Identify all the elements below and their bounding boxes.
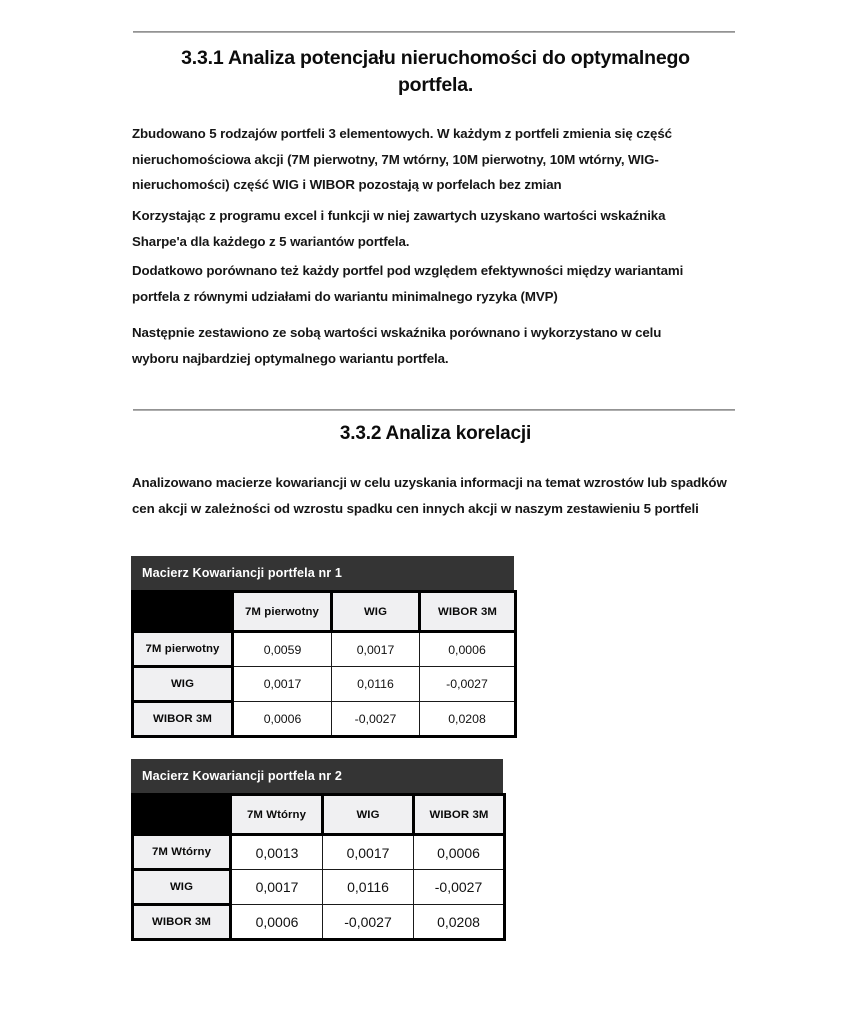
table-header-row bbox=[133, 795, 505, 835]
table-2-cell-1-2: -0,0027 bbox=[414, 870, 505, 905]
table-2-grid bbox=[131, 793, 506, 941]
table-row bbox=[133, 870, 505, 905]
table-1-row-header-2: WIBOR 3M bbox=[133, 702, 233, 737]
table-2-cell-0-0: 0,0013 bbox=[231, 835, 323, 870]
table-1-cell-1-1: 0,0116 bbox=[332, 667, 420, 702]
table-2-cell-0-1: 0,0017 bbox=[323, 835, 414, 870]
table-2-cell-2-1: -0,0027 bbox=[323, 905, 414, 940]
table-1-cell-1-2: -0,0027 bbox=[420, 667, 516, 702]
table-row bbox=[133, 667, 516, 702]
table-1-cell-1-0: 0,0017 bbox=[233, 667, 332, 702]
table-1-title: Macierz Kowariancji portfela nr 1 bbox=[131, 556, 514, 590]
table-2-col-header-2: WIBOR 3M bbox=[414, 795, 505, 835]
page-title-331: 3.3.1 Analiza potencjału nieruchomości do optymalnego portfela. bbox=[181, 47, 690, 96]
paragraph-excel-sharpe: Korzystając z programu excel i funkcji w niej zawartych uzyskano wartości wskaźnika Sharpe'a dla każdego z 5 wariantów portfela. bbox=[132, 208, 666, 249]
covariance-table-2 bbox=[131, 759, 506, 941]
paragraph-optimal-selection: Następnie zestawiono ze sobą wartości wskaźnika porównano i wykorzystano w celu wyboru najbardziej optymalnego wariantu portfela. bbox=[132, 325, 662, 366]
table-2-col-header-1: WIG bbox=[323, 795, 414, 835]
table-2-row-header-1: WIG bbox=[133, 870, 231, 905]
paragraph-mvp-comparison: Dodatkowo porównano też każdy portfel pod względem efektywności między wariantami portfela z równymi udziałami do wariantu minimalnego ryzyka (MVP) bbox=[132, 263, 684, 304]
table-2-col-header-0: 7M Wtórny bbox=[231, 795, 323, 835]
paragraph-portfolio-types: Zbudowano 5 rodzajów portfeli 3 elementowych. W każdym z portfeli zmienia się część nieruchomościowa akcji (7M pierwotny, 7M wtórny, 10M pierwotny, 10M wtórny, WIG-nieruchomości) część WIG i WIBOR pozostają w porfelach bez zmian bbox=[132, 126, 672, 192]
table-header-row bbox=[133, 592, 516, 632]
table-1-cell-2-0: 0,0006 bbox=[233, 702, 332, 737]
table-2-cell-1-1: 0,0116 bbox=[323, 870, 414, 905]
table-row bbox=[133, 702, 516, 737]
table-2-cell-2-2: 0,0208 bbox=[414, 905, 505, 940]
table-1-row-header-0: 7M pierwotny bbox=[133, 632, 233, 667]
table-1-cell-2-1: -0,0027 bbox=[332, 702, 420, 737]
table-2-cell-2-0: 0,0006 bbox=[231, 905, 323, 940]
page-title-332: 3.3.2 Analiza korelacji bbox=[339, 423, 532, 444]
table-2-corner-cell bbox=[133, 795, 231, 835]
table-2-cell-0-2: 0,0006 bbox=[414, 835, 505, 870]
paragraph-correlation-analysis: Analizowano macierze kowariancji w celu uzyskania informacji na temat wzrostów lub spadków cen akcji w zależności od wzrostu spadku cen innych akcji w naszym zestawieniu 5 portfeli bbox=[132, 475, 727, 516]
table-row bbox=[133, 835, 505, 870]
table-1-col-header-2: WIBOR 3M bbox=[420, 592, 516, 632]
table-2-row-header-0: 7M Wtórny bbox=[133, 835, 231, 870]
horizontal-rule-top bbox=[133, 31, 735, 33]
table-1-cell-2-2: 0,0208 bbox=[420, 702, 516, 737]
table-1-col-header-0: 7M pierwotny bbox=[233, 592, 332, 632]
table-1-cell-0-0: 0,0059 bbox=[233, 632, 332, 667]
table-row bbox=[133, 905, 505, 940]
table-1-col-header-1: WIG bbox=[332, 592, 420, 632]
table-1-corner-cell bbox=[133, 592, 233, 632]
table-2-cell-1-0: 0,0017 bbox=[231, 870, 323, 905]
horizontal-rule-middle bbox=[133, 409, 735, 411]
table-1-cell-0-2: 0,0006 bbox=[420, 632, 516, 667]
table-2-title: Macierz Kowariancji portfela nr 2 bbox=[131, 759, 503, 793]
table-1-grid bbox=[131, 590, 517, 738]
table-1-row-header-1: WIG bbox=[133, 667, 233, 702]
covariance-table-1 bbox=[131, 556, 517, 738]
table-1-cell-0-1: 0,0017 bbox=[332, 632, 420, 667]
table-2-row-header-2: WIBOR 3M bbox=[133, 905, 231, 940]
table-row bbox=[133, 632, 516, 667]
